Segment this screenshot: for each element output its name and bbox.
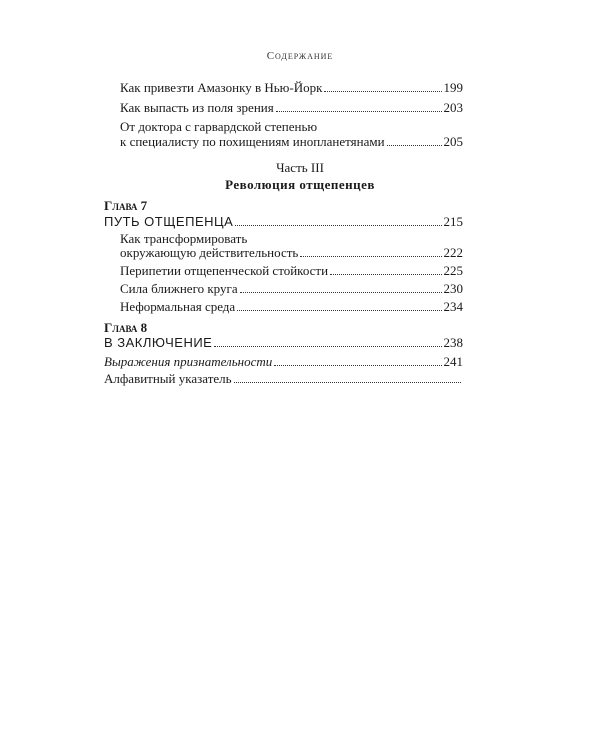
dot-leader	[276, 111, 442, 112]
toc-entry[interactable]	[120, 80, 463, 95]
dot-leader	[387, 145, 442, 146]
toc-entry-page: 238	[443, 335, 463, 350]
toc-entry-page: 241	[443, 354, 463, 369]
dot-leader	[235, 225, 441, 226]
chapter-title: В ЗАКЛЮЧЕНИЕ	[104, 335, 213, 350]
toc-entry[interactable]	[104, 371, 463, 386]
dot-leader	[274, 365, 441, 366]
chapter-title: ПУТЬ ОТЩЕПЕНЦА	[104, 214, 234, 229]
dot-leader	[237, 310, 441, 311]
toc-entry-label-line1: Как трансформировать	[120, 231, 248, 246]
toc-entry-label-line2: к специалисту по похищениям инопланетянами	[120, 134, 385, 149]
dot-leader	[240, 292, 442, 293]
toc-entry[interactable]	[104, 354, 463, 369]
toc-entry-label: Перипетии отщепенческой стойкости	[120, 263, 329, 278]
toc-entry-page: 230	[443, 281, 463, 296]
toc-entry-label: Неформальная среда	[120, 299, 236, 314]
toc-entry-label: Выражения признательности	[104, 354, 273, 369]
chapter-heading: Глава 7	[104, 198, 148, 213]
toc-entry[interactable]	[120, 299, 463, 314]
toc-entry-label: Как привезти Амазонку в Нью-Йорк	[120, 80, 323, 95]
toc-entry[interactable]	[120, 134, 463, 149]
toc-entry-page: 205	[443, 134, 463, 149]
toc-entry-label: Алфавитный указатель	[104, 371, 232, 386]
toc-entry-page: 203	[443, 100, 463, 115]
toc-entry[interactable]	[120, 100, 463, 115]
chapter-title-entry[interactable]	[104, 214, 463, 229]
dot-leader	[214, 346, 441, 347]
dot-leader	[324, 91, 441, 92]
part-subtitle: Революция отщепенцев	[225, 177, 375, 192]
toc-entry-label-line2: окружающую действительность	[120, 245, 299, 260]
toc-entry-page: 234	[443, 299, 463, 314]
toc-entry-label-line1: От доктора с гарвардской степенью	[120, 119, 318, 134]
dot-leader	[330, 274, 441, 275]
toc-entry-page: 199	[443, 80, 463, 95]
chapter-title-entry[interactable]	[104, 335, 463, 350]
part-title: Часть III	[276, 160, 324, 175]
dot-leader	[300, 256, 441, 257]
toc-entry[interactable]	[120, 281, 463, 296]
toc-entry[interactable]	[120, 245, 463, 260]
toc-entry-page: 215	[443, 214, 463, 229]
running-head: Содержание	[266, 50, 334, 62]
dot-leader	[234, 382, 461, 383]
toc-entry-label: Сила ближнего круга	[120, 281, 238, 296]
chapter-heading: Глава 8	[104, 320, 148, 335]
toc-entry-page: 225	[443, 263, 463, 278]
toc-entry-page: 222	[443, 245, 463, 260]
toc-entry-label: Как выпасть из поля зрения	[120, 100, 274, 115]
toc-entry[interactable]	[120, 263, 463, 278]
